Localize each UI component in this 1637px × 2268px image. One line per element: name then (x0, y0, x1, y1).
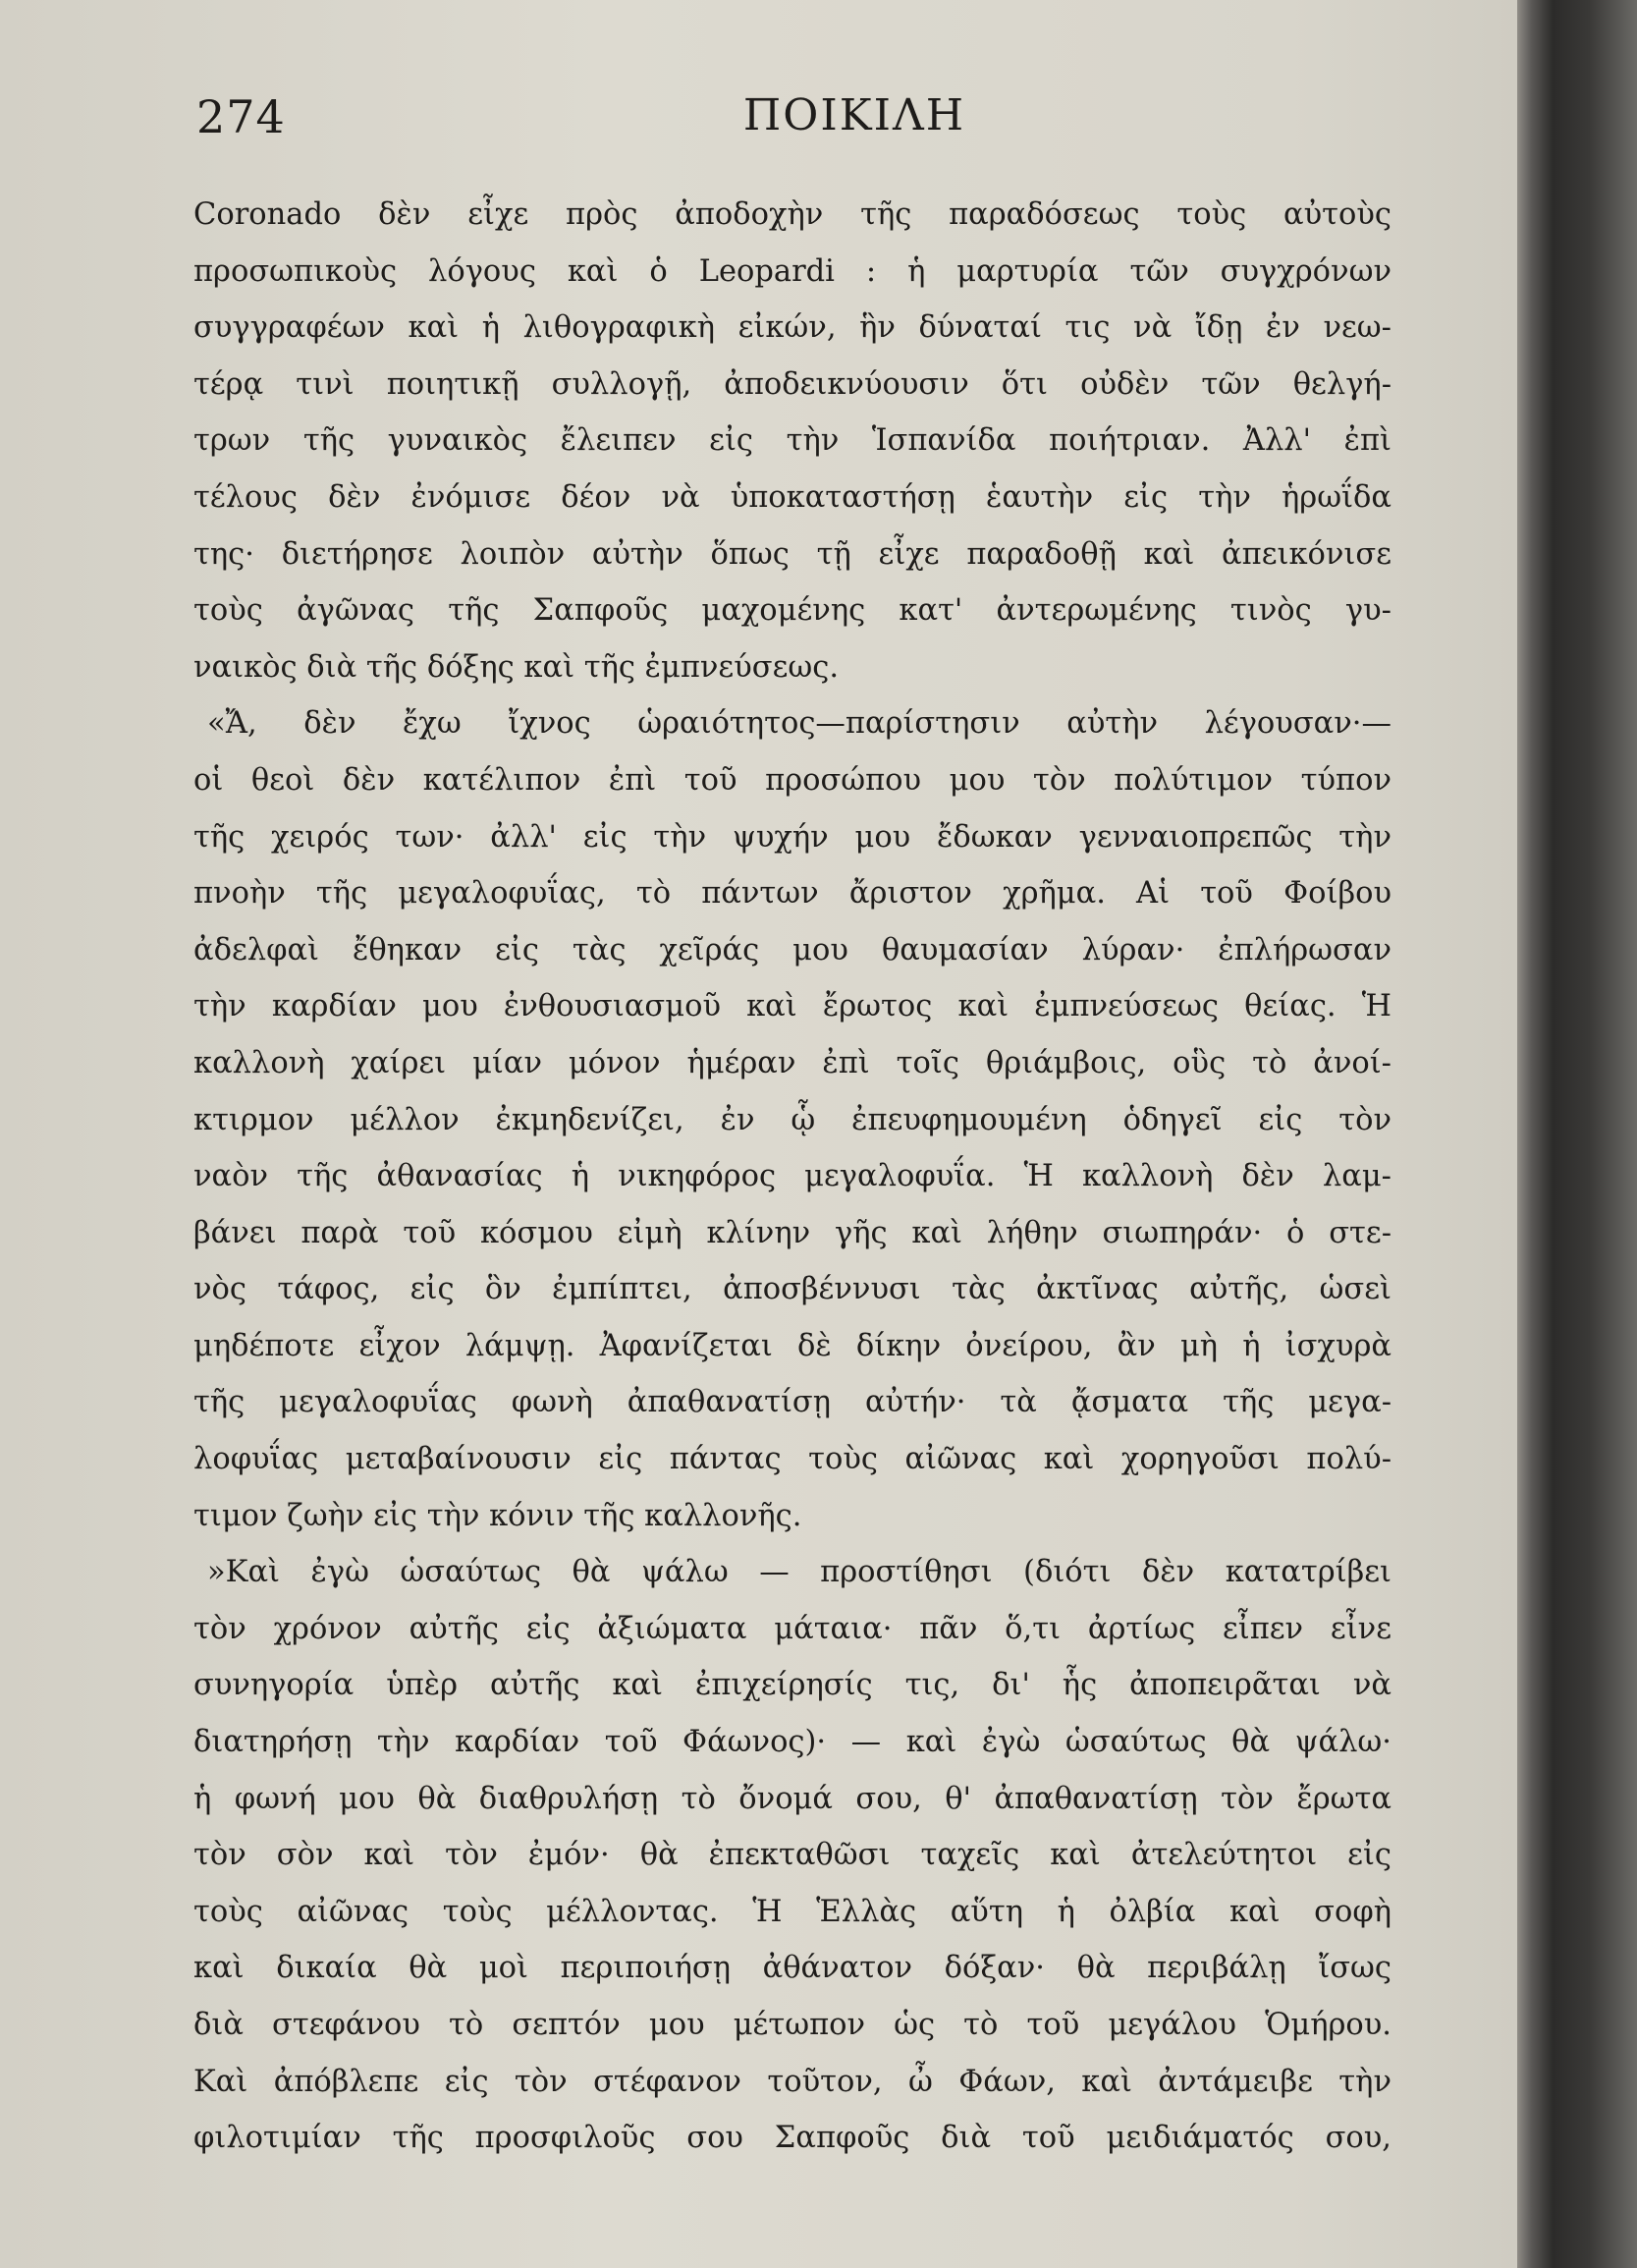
text-line: Καὶ ἀπόβλεπε εἰς τὸν στέφανον τοῦτον, ὦ Φάων, καὶ ἀντάμειβε τὴν (193, 2064, 1391, 2099)
text-line: »Καὶ ἐγὼ ὡσαύτως θὰ ψάλω — προστίθησι (διότι δὲν κατατρίβει (207, 1555, 1391, 1590)
text-line: φιλοτιμίαν τῆς προσφιλοῦς σου Σαπφοῦς διὰ τοῦ μειδιάματός σου, (193, 2121, 1391, 2156)
body-text (193, 187, 1391, 2167)
text-line: συγγραφέων καὶ ἡ λιθογραφικὴ εἰκών, ἣν δύναταί τις νὰ ἴδῃ ἐν νεω- (193, 310, 1391, 346)
text-line: τοὺς αἰῶνας τοὺς μέλλοντας. Ἡ Ἑλλὰς αὕτη ἡ ὀλβία καὶ σοφὴ (193, 1894, 1391, 1929)
text-line: τρων τῆς γυναικὸς ἔλειπεν εἰς τὴν Ἱσπανίδα ποιήτριαν. Ἀλλ' ἐπὶ (193, 423, 1391, 459)
text-line: διατηρήσῃ τὴν καρδίαν τοῦ Φάωνος)· — καὶ ἐγὼ ὡσαύτως θὰ ψάλω· (193, 1725, 1391, 1760)
running-title: ΠΟΙΚΙΛΗ (742, 90, 966, 140)
text-line: λοφυΐας μεταβαίνουσιν εἰς πάντας τοὺς αἰῶνας καὶ χορηγοῦσι πολύ- (193, 1442, 1391, 1477)
text-line: τιμον ζωὴν εἰς τὴν κόνιν τῆς καλλονῆς. (193, 1498, 802, 1533)
text-line: τέλους δὲν ἐνόμισε δέον νὰ ὑποκαταστήσῃ ἑαυτὴν εἰς τὴν ἡρωΐδα (193, 479, 1391, 515)
text-line: τὴν καρδίαν μου ἐνθουσιασμοῦ καὶ ἔρωτος καὶ ἐμπνεύσεως θείας. Ἡ (193, 989, 1391, 1024)
text-line: τῆς χειρός των· ἀλλ' εἰς τὴν ψυχήν μου ἔδωκαν γενναιοπρεπῶς τὴν (193, 819, 1391, 855)
page-header (196, 90, 1404, 149)
text-line: πνοὴν τῆς μεγαλοφυΐας, τὸ πάντων ἄριστον χρῆμα. Αἱ τοῦ Φοίβου (193, 876, 1391, 912)
text-line: της· διετήρησε λοιπὸν αὐτὴν ὅπως τῇ εἶχε παραδοθῇ καὶ ἀπεικόνισε (193, 536, 1391, 572)
text-line: βάνει παρὰ τοῦ κόσμου εἰμὴ κλίνην γῆς καὶ λήθην σιωπηράν· ὁ στε- (193, 1215, 1391, 1250)
text-line: τὸν σὸν καὶ τὸν ἐμόν· θὰ ἐπεκταθῶσι ταχεῖς καὶ ἀτελεύτητοι εἰς (193, 1838, 1391, 1873)
text-line: ἀδελφαὶ ἔθηκαν εἰς τὰς χεῖράς μου θαυμασίαν λύραν· ἐπλήρωσαν (193, 932, 1391, 968)
text-line: «Ἄ, δὲν ἔχω ἴχνος ὡραιότητος—παρίστησιν αὐτὴν λέγουσαν·— (207, 706, 1391, 742)
text-line: τέρᾳ τινὶ ποιητικῇ συλλογῇ, ἀποδεικνύουσιν ὅτι οὐδὲν τῶν θελγή- (193, 366, 1391, 402)
book-spine-shadow (1517, 0, 1637, 2268)
text-line: ναὸν τῆς ἀθανασίας ἡ νικηφόρος μεγαλοφυΐα. Ἡ καλλονὴ δὲν λαμ- (193, 1159, 1391, 1194)
text-line: διὰ στεφάνου τὸ σεπτόν μου μέτωπον ὡς τὸ τοῦ μεγάλου Ὁμήρου. (193, 2008, 1391, 2042)
text-line: προσωπικοὺς λόγους καὶ ὁ Leopardi : ἡ μαρτυρία τῶν συγχρόνων (193, 253, 1391, 289)
page-number: 274 (196, 90, 286, 143)
text-line: ναικὸς διὰ τῆς δόξης καὶ τῆς ἐμπνεύσεως. (193, 649, 840, 685)
text-line: Coronado δὲν εἶχε πρὸς ἀποδοχὴν τῆς παραδόσεως τοὺς αὐτοὺς (193, 197, 1391, 232)
text-line: καὶ δικαία θὰ μοὶ περιποιήσῃ ἀθάνατον δόξαν· θὰ περιβάλῃ ἴσως (193, 1951, 1391, 1986)
text-line: τὸν χρόνον αὐτῆς εἰς ἀξιώματα μάταια· πᾶν ὅ,τι ἀρτίως εἶπεν εἶνε (193, 1611, 1391, 1646)
text-line: καλλονὴ χαίρει μίαν μόνον ἡμέραν ἐπὶ τοῖς θριάμβοις, οὓς τὸ ἀνοί- (193, 1045, 1391, 1080)
text-line: ἡ φωνή μου θὰ διαθρυλήσῃ τὸ ὄνομά σου, θ' ἀπαθανατίσῃ τὸν ἔρωτα (193, 1781, 1391, 1816)
text-line: νὸς τάφος, εἰς ὃν ἐμπίπτει, ἀποσβέννυσι τὰς ἀκτῖνας αὐτῆς, ὡσεὶ (193, 1272, 1391, 1307)
text-line: κτιρμον μέλλον ἐκμηδενίζει, ἐν ᾧ ἐπευφημουμένη ὁδηγεῖ εἰς τὸν (193, 1102, 1391, 1137)
text-line: οἱ θεοὶ δὲν κατέλιπον ἐπὶ τοῦ προσώπου μου τὸν πολύτιμον τύπον (193, 762, 1391, 798)
text-line: συνηγορία ὑπὲρ αὐτῆς καὶ ἐπιχείρησίς τις, δι' ἧς ἀποπειρᾶται νὰ (193, 1668, 1391, 1703)
text-line: τοὺς ἀγῶνας τῆς Σαπφοῦς μαχομένης κατ' ἀντερωμένης τινὸς γυ- (193, 593, 1391, 629)
text-line: τῆς μεγαλοφυΐας φωνὴ ἀπαθανατίσῃ αὐτήν· τὰ ᾄσματα τῆς μεγα- (193, 1385, 1391, 1420)
text-line: μηδέποτε εἶχον λάμψῃ. Ἀφανίζεται δὲ δίκην ὀνείρου, ἂν μὴ ἡ ἰσχυρὰ (193, 1328, 1391, 1363)
